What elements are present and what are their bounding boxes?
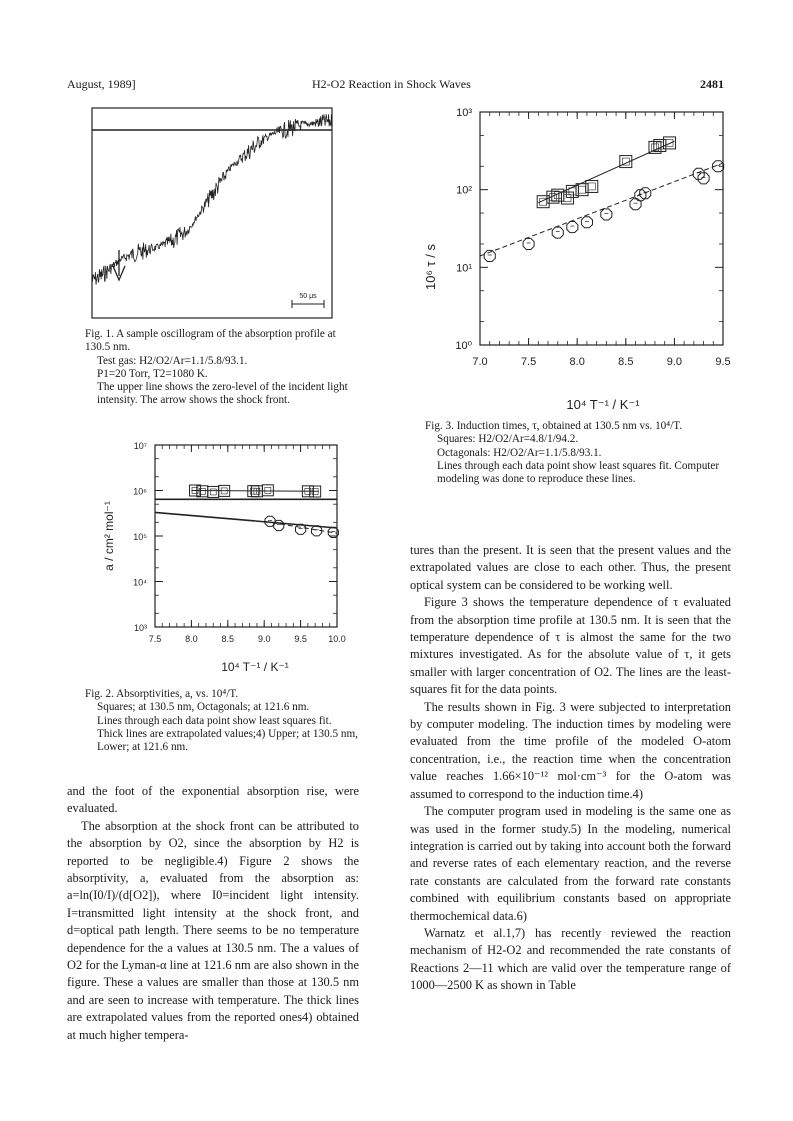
y-tick-label: 10⁵	[133, 532, 147, 542]
paragraph: The absorption at the shock front can be attributed to the absorption by O2, since the absorption by H2 is reported to be negligible.4) Figure 2 shows the absorptivity, a, evaluated from the absorption as: a=ln(I0/I)/(d[O2]), where I0=incident light intensity. I=transmitted light intensity at the shock front, and d=optical path length. There seems to be no temperature dependence for the a values at 130.5 nm. The a values of O2 for the Lyman-α line at 121.6 nm are also shown in the figure. These a values are smaller than those at 130.5 nm and are seen to increase with temperature. The thick lines are extrapolated values from the reported ones4) obtained at much higher tempera-	[67, 818, 359, 1042]
square-marker-inner	[588, 183, 595, 190]
y-tick-label: 10³	[133, 623, 147, 633]
x-tick-label: 9.0	[257, 634, 271, 644]
fig2-caption-line: Squares; at 130.5 nm, Octagonals; at 121.6 nm.	[97, 701, 310, 714]
fig1-caption	[85, 328, 357, 408]
fig1-frame	[92, 108, 332, 318]
paragraph: Warnatz et al.1,7) has recently reviewed the reaction mechanism of H2-O2 and recommended the rate constants of Reactions 2—11 which are valid over the temperature range of 1000—2500 K as shown in Table	[410, 925, 731, 993]
fig3-caption-title: Fig. 3. Induction times, τ, obtained at 130.5 nm vs. 10⁴/T.	[425, 420, 683, 432]
fig2-plot-frame	[155, 445, 337, 627]
fig2-chart	[85, 435, 360, 680]
fig1-trace	[92, 114, 332, 284]
x-tick-label: 7.0	[472, 356, 488, 368]
octagon-marker	[523, 238, 534, 249]
x-tick-label: 8.5	[618, 356, 634, 368]
fig2-caption-title: Fig. 2. Absorptivities, a, vs. 10⁴/T.	[85, 688, 239, 700]
paragraph: The results shown in Fig. 3 were subjected to interpretation by computer modeling. The induction times by modeling were evaluated from the time profile of the modeled O-atom concentration, i.e., the reaction time when the concentration value reaches 1.66×10⁻¹² mol·cm⁻³ for the O-atom was assumed to correspond to the induction time.4)	[410, 699, 731, 801]
fig1-oscillogram	[92, 108, 337, 323]
paragraph: and the foot of the exponential absorption rise, were evaluated.	[67, 784, 359, 816]
fig1-caption-line: P1=20 Torr, T2=1080 K.	[97, 367, 208, 380]
fig3-caption	[425, 420, 731, 486]
right-column-text	[410, 542, 731, 995]
fig3-caption-line: Octagonals: H2/O2/Ar=1.1/5.8/93.1.	[437, 446, 602, 459]
paragraph: tures than the present. It is seen that the present values and the extrapolated values are close to each other. Thus, the present optical system can be considered to be working well.	[410, 543, 731, 592]
x-tick-label: 8.0	[185, 634, 198, 644]
octagon-marker	[581, 217, 592, 228]
extrapolated-line	[155, 512, 337, 528]
paragraph: Figure 3 shows the temperature dependence of τ evaluated from the absorption time profile at 130.5 nm. It is seen that the temperature dependence of τ is almost the same for the two mixtures investigated. As for the absolute value of τ, it gets smaller with larger concentration of O2. The lines are the least-squares fit for the data points.	[410, 595, 731, 697]
fig3-plot-frame	[480, 112, 723, 345]
square-marker-inner	[579, 186, 586, 193]
x-tick-label: 10.0	[328, 634, 346, 644]
square-marker	[197, 486, 208, 497]
header-left: August, 1989]	[67, 77, 136, 91]
paragraph: The computer program used in modeling is the same one as was used in the former study.5) In the modeling, numerical integration is carried out by taking into account both the forward and reverse rates of each elementary reaction, and the reverse rate constants are calculated from the forward rate constants combined with equilibrium constants based on appropriate thermochemical data.6)	[410, 804, 731, 923]
fig2-x-axis-label: 10⁴ T⁻¹ / K⁻¹	[221, 660, 289, 674]
fig3-chart	[425, 102, 745, 420]
y-tick-label: 10⁷	[133, 441, 147, 451]
y-tick-label: 10⁶	[133, 486, 147, 497]
y-tick-label: 10⁴	[133, 577, 147, 588]
fig3-y-axis-label: 10⁶ τ / s	[423, 244, 438, 290]
y-tick-label: 10³	[456, 107, 472, 119]
x-tick-label: 8.5	[221, 634, 235, 644]
fig3-caption-line: Lines through each data point show least squares fit. Computer modeling was done to reproduce these lines.	[437, 459, 720, 486]
fig2-caption	[85, 688, 360, 754]
fig2-caption-line: Lines through each data point show least squares fit. Thick lines are extrapolated values;4) Upper; at 130.5 nm, Lower; at 121.6 nm.	[97, 714, 358, 754]
square-marker-inner	[564, 195, 571, 202]
x-tick-label: 7.5	[148, 634, 162, 644]
x-tick-label: 8.0	[569, 356, 585, 368]
fig3-caption-line: Squares: H2/O2/Ar=4.8/1/94.2.	[437, 433, 579, 446]
fig3-x-axis-label: 10⁴ T⁻¹ / K⁻¹	[566, 397, 640, 412]
x-tick-label: 9.5	[715, 356, 731, 368]
fit-line-octagon	[480, 163, 723, 256]
square-marker-inner	[210, 489, 216, 495]
x-tick-label: 7.5	[520, 356, 537, 368]
fig1-scale-label: 50 μs	[299, 293, 317, 300]
x-tick-label: 9.5	[294, 634, 307, 644]
octagon-marker	[296, 524, 306, 534]
header-title: H2-O2 Reaction in Shock Waves	[312, 77, 471, 91]
octagon-marker	[601, 209, 612, 220]
square-marker-inner	[265, 487, 271, 493]
octagon-marker	[552, 227, 563, 238]
fig1-caption-title: Fig. 1. A sample oscillogram of the absorption profile at 130.5 nm.	[85, 328, 336, 354]
fig1-caption-line: The upper line shows the zero-level of the incident light intensity. The arrow shows the shock front.	[97, 381, 348, 407]
octagon-marker	[693, 168, 704, 179]
fig2-y-axis-label: a / cm² mol⁻¹	[102, 501, 116, 571]
fig1-caption-line: Test gas: H2/O2/Ar=1.1/5.8/93.1.	[97, 354, 248, 367]
page-number: 2481	[700, 77, 724, 91]
y-tick-label: 10⁰	[455, 340, 472, 352]
x-tick-label: 9.0	[666, 356, 683, 368]
octagon-marker	[567, 222, 578, 233]
square-marker	[208, 486, 219, 497]
square-marker	[262, 485, 273, 496]
y-tick-label: 10²	[456, 184, 472, 197]
octagon-marker	[274, 520, 284, 530]
left-column-text	[67, 783, 359, 1044]
y-tick-label: 10¹	[456, 262, 472, 275]
octagon-marker	[698, 173, 709, 184]
